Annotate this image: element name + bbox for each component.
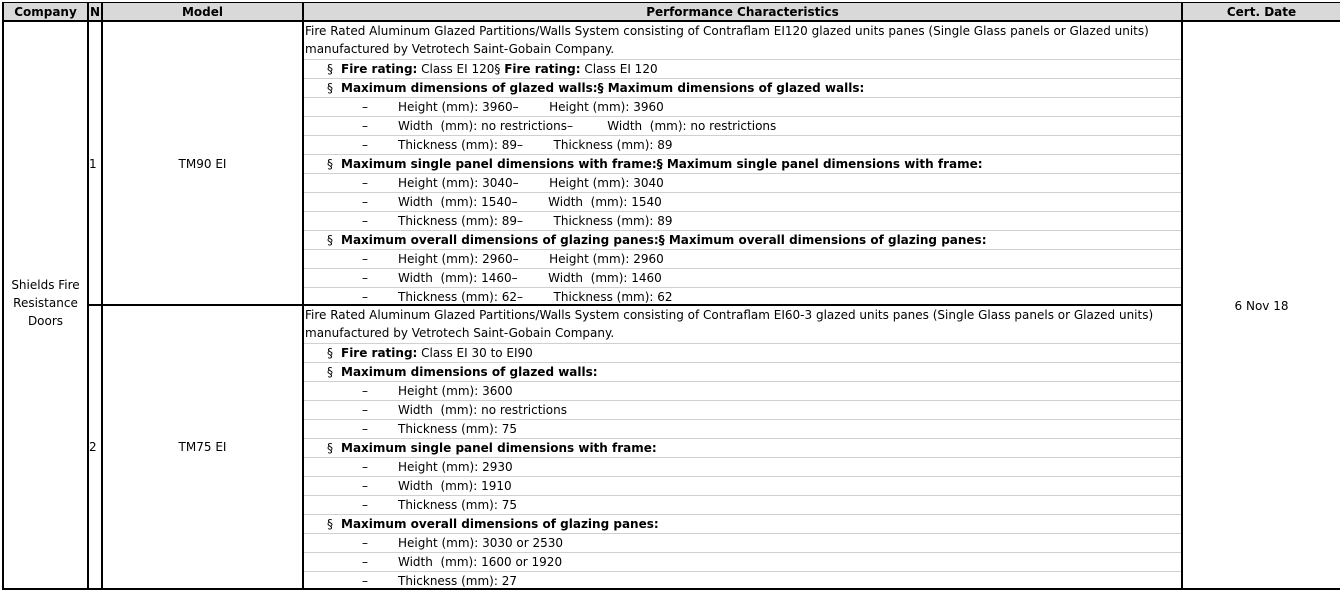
model-cell-2 [103,438,302,456]
spec-item [304,420,1181,439]
spec-value-repeat: Class EI 120 [580,62,658,76]
dash-bullet-icon: – [362,536,368,550]
spec-item [304,572,1181,588]
performance-intro: Fire Rated Aluminum Glazed Partitions/Walls System consisting of Contraflam EI120 glazed units panes (Single Glass panels or Glazed units) manufactured by Vetrotech Saint-Gobain Company. [304,22,1181,60]
spec-item-text: Thickness (mm): 89– Thickness (mm): 89 [398,214,673,228]
section-bullet-icon: § [327,517,333,531]
spec-heading [304,60,1181,79]
performance-block-1 [304,22,1181,304]
spec-label: Maximum overall dimensions of glazing panes: [341,517,659,531]
dash-bullet-icon: – [362,479,368,493]
spec-label: Maximum overall dimensions of glazing panes:§ Maximum overall dimensions of glazing panes: [341,233,987,247]
spec-item-text: Thickness (mm): 75 [398,498,517,512]
section-bullet-icon: § [327,233,333,247]
section-bullet-icon: § [327,365,333,379]
row-number: 2 [89,440,97,454]
spec-item [304,174,1181,193]
section-bullet-icon: § [327,157,333,171]
spec-value: Class EI 30 to EI90 [417,346,533,360]
row-number-1 [89,155,101,173]
spec-item [304,496,1181,515]
cert-date: 6 Nov 18 [1234,299,1289,313]
spec-item [304,250,1181,269]
header-model: Model [103,2,302,22]
section-bullet-icon: § [327,441,333,455]
spec-item-text: Height (mm): 3030 or 2530 [398,536,564,550]
spec-label: Maximum dimensions of glazed walls: [341,365,598,379]
spec-label-repeat: Fire rating: [504,62,581,76]
dash-bullet-icon: – [362,176,368,190]
dash-bullet-icon: – [362,460,368,474]
dash-bullet-icon: – [362,403,368,417]
spec-item-text: Thickness (mm): 27 [398,574,517,588]
cert-date-cell [1183,296,1340,316]
row-number: 1 [89,157,97,171]
company-name: Shields Fire Resistance Doors [11,278,80,328]
spec-item [304,534,1181,553]
spec-item-text: Width (mm): 1600 or 1920 [398,555,563,569]
dash-bullet-icon: – [362,138,368,152]
spec-item-text: Width (mm): 1540– Width (mm): 1540 [398,195,662,209]
spec-heading [304,439,1181,458]
header-number: N [89,2,101,22]
spec-heading [304,79,1181,98]
dash-bullet-icon: – [362,422,368,436]
spec-item [304,288,1181,304]
spec-item [304,212,1181,231]
column-divider [87,2,89,590]
spec-item [304,136,1181,155]
section-bullet-icon: § [327,62,333,76]
dash-bullet-icon: – [362,271,368,285]
spec-heading [304,344,1181,363]
spec-item-text: Thickness (mm): 62– Thickness (mm): 62 [398,290,673,304]
spec-label: Maximum single panel dimensions with frame: [341,441,657,455]
company-name-cell [4,268,87,338]
spec-item-text: Height (mm): 3600 [398,384,513,398]
spec-item [304,269,1181,288]
spec-item-text: Thickness (mm): 89– Thickness (mm): 89 [398,138,673,152]
spec-item-text: Width (mm): no restrictions– Width (mm): no restrictions [398,119,777,133]
dash-bullet-icon: – [362,498,368,512]
performance-block-2 [304,306,1181,588]
dash-bullet-icon: – [362,384,368,398]
model-cell-1 [103,155,302,173]
spec-label: Maximum single panel dimensions with frame:§ Maximum single panel dimensions with frame: [341,157,983,171]
section-bullet-icon: § [327,81,333,95]
spec-item [304,458,1181,477]
spec-item [304,117,1181,136]
header-performance: Performance Characteristics [304,2,1181,22]
spec-item-text: Height (mm): 3960– Height (mm): 3960 [398,100,664,114]
dash-bullet-icon: – [362,195,368,209]
spec-item-text: Thickness (mm): 75 [398,422,517,436]
dash-bullet-icon: – [362,100,368,114]
dash-bullet-icon: – [362,252,368,266]
spec-heading [304,231,1181,250]
spec-heading [304,515,1181,534]
spec-heading [304,363,1181,382]
dash-bullet-icon: – [362,214,368,228]
header-cert-date: Cert. Date [1183,2,1340,22]
dash-bullet-icon: – [362,119,368,133]
performance-intro: Fire Rated Aluminum Glazed Partitions/Walls System consisting of Contraflam EI60-3 glazed units panes (Single Glass panels or Glazed units) manufactured by Vetrotech Saint-Gobain Company. [304,306,1181,344]
spec-item [304,553,1181,572]
spec-label: Maximum dimensions of glazed walls:§ Maximum dimensions of glazed walls: [341,81,865,95]
model-name: TM75 EI [178,440,227,454]
spec-item [304,477,1181,496]
spec-item-text: Width (mm): 1910 [398,479,512,493]
spec-item [304,382,1181,401]
spec-item [304,193,1181,212]
section-bullet-icon: § [327,346,333,360]
dash-bullet-icon: – [362,555,368,569]
spec-item-text: Width (mm): no restrictions [398,403,567,417]
header-company: Company [4,2,87,22]
spec-label: Fire rating: [341,62,418,76]
spec-item [304,401,1181,420]
spec-item-text: Height (mm): 3040– Height (mm): 3040 [398,176,664,190]
spec-value: Class EI 120§ [417,62,505,76]
dash-bullet-icon: – [362,574,368,588]
spec-heading [304,155,1181,174]
spec-item-text: Width (mm): 1460– Width (mm): 1460 [398,271,662,285]
model-name: TM90 EI [178,157,227,171]
spec-item-text: Height (mm): 2960– Height (mm): 2960 [398,252,664,266]
row-number-2 [89,438,101,456]
spec-label: Fire rating: [341,346,418,360]
spec-item [304,98,1181,117]
spec-item-text: Height (mm): 2930 [398,460,513,474]
dash-bullet-icon: – [362,290,368,304]
column-divider [101,2,103,590]
